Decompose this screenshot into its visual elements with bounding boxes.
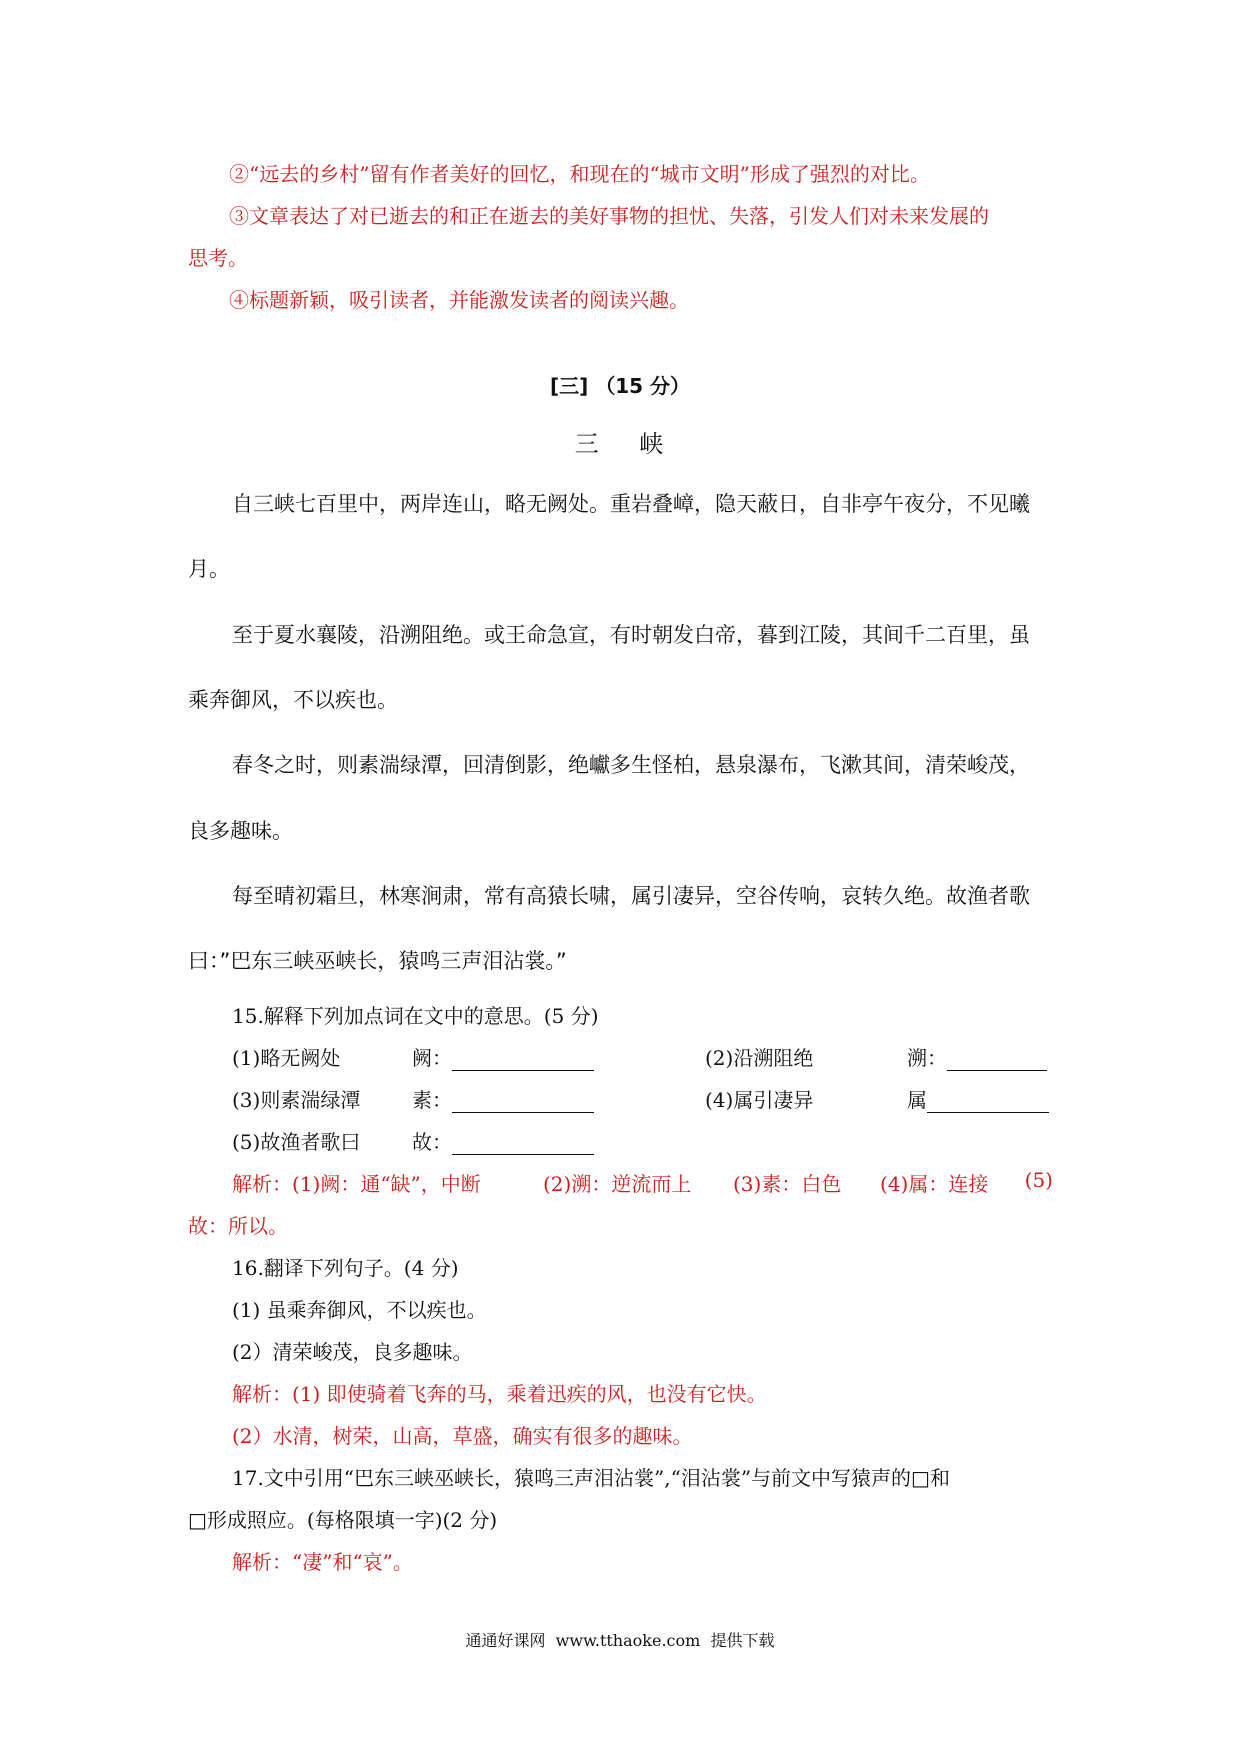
q15-word: 素： bbox=[412, 1088, 452, 1112]
answer-line: ②“远去的乡村”留有作者美好的回忆，和现在的“城市文明”形成了强烈的对比。 bbox=[229, 162, 930, 186]
q15-phrase: (5)故渔者歌曰 bbox=[232, 1130, 361, 1154]
page-footer: 通通好课网 www.tthaoke.com 提供下载 bbox=[465, 1631, 775, 1650]
q15-phrase: (2)沿溯阻绝 bbox=[705, 1046, 814, 1070]
q15-answer-cont: 故：所以。 bbox=[188, 1214, 288, 1238]
q15-prompt: 15.解释下列加点词在文中的意思。(5 分) bbox=[232, 1004, 599, 1028]
q15-phrase: (3)则素湍绿潭 bbox=[232, 1088, 361, 1112]
passage-line: 曰：”巴东三峡巫峡长，猿鸣三声泪沾裳。” bbox=[188, 949, 567, 973]
q15-word: 阙： bbox=[412, 1046, 452, 1070]
q15-answer-part: (5) bbox=[1024, 1168, 1053, 1192]
q15-word-row3 bbox=[412, 1126, 594, 1155]
q15-blank[interactable] bbox=[452, 1132, 594, 1155]
passage-line: 自三峡七百里中，两岸连山，略无阙处。重岩叠嶂，隐天蔽日，自非亭午夜分，不见曦 bbox=[232, 492, 1030, 516]
q15-blank[interactable] bbox=[452, 1048, 594, 1071]
q15-answer-part: (3)素：白色 bbox=[733, 1172, 842, 1196]
q16-item: (1) 虽乘奔御风，不以疾也。 bbox=[232, 1298, 487, 1322]
passage-line: 乘奔御风，不以疾也。 bbox=[188, 688, 398, 712]
passage-line: 良多趣味。 bbox=[188, 819, 293, 843]
q17-answer: 解析：“凄”和“哀”。 bbox=[232, 1550, 413, 1574]
q15-answer-part: (4)属：连接 bbox=[880, 1172, 989, 1196]
answer-line: ③文章表达了对已逝去的和正在逝去的美好事物的担忧、失落，引发人们对未来发展的 bbox=[229, 204, 989, 228]
passage-line: 月。 bbox=[188, 557, 230, 581]
q16-answer: (2）水清，树荣，山高，草盛，确实有很多的趣味。 bbox=[232, 1424, 693, 1448]
q15-answer-part: (2)溯：逆流而上 bbox=[543, 1172, 692, 1196]
q15-word: 溯： bbox=[907, 1046, 947, 1070]
q16-answer: 解析：(1) 即使骑着飞奔的马，乘着迅疾的风，也没有它快。 bbox=[232, 1382, 767, 1406]
q17-prompt: 17.文中引用“巴东三峡巫峡长，猿鸣三声泪沾裳”,“泪沾裳”与前文中写猿声的□和 bbox=[232, 1466, 950, 1490]
q15-blank[interactable] bbox=[452, 1090, 594, 1113]
section-heading: [三] （15 分） bbox=[549, 374, 691, 398]
passage-line: 春冬之时，则素湍绿潭，回清倒影，绝巘多生怪柏，悬泉瀑布，飞漱其间，清荣峻茂， bbox=[232, 753, 1030, 777]
q15-blank[interactable] bbox=[947, 1048, 1047, 1071]
q15-word: 属 bbox=[907, 1088, 927, 1112]
q15-word: 故： bbox=[412, 1130, 452, 1154]
q15-word-row2 bbox=[412, 1084, 594, 1113]
answer-line: ④标题新颖，吸引读者，并能激发读者的阅读兴趣。 bbox=[229, 288, 689, 312]
q17-prompt-cont: □形成照应。(每格限填一字)(2 分) bbox=[188, 1508, 498, 1532]
q15-phrase: (4)属引凄异 bbox=[705, 1088, 814, 1112]
passage-line: 至于夏水襄陵，沿溯阻绝。或王命急宣，有时朝发白帝，暮到江陵，其间千二百里，虽 bbox=[232, 623, 1030, 647]
q16-prompt: 16.翻译下列句子。(4 分) bbox=[232, 1256, 459, 1280]
q15-word-row1 bbox=[412, 1042, 594, 1071]
q15-blank[interactable] bbox=[927, 1090, 1049, 1113]
passage-line: 每至晴初霜旦，林寒涧肃，常有高猿长啸，属引凄异，空谷传响，哀转久绝。故渔者歌 bbox=[232, 884, 1030, 908]
passage-title: 三 峡 bbox=[574, 430, 666, 458]
q15-word-row2b bbox=[907, 1084, 1049, 1113]
q15-phrase: (1)略无阙处 bbox=[232, 1046, 341, 1070]
q16-item: (2）清荣峻茂，良多趣味。 bbox=[232, 1340, 473, 1364]
q15-answer-part: 解析：(1)阙：通“缺”，中断 bbox=[232, 1172, 481, 1196]
q15-word-row1b bbox=[907, 1042, 1047, 1071]
answer-line: 思考。 bbox=[188, 246, 248, 270]
